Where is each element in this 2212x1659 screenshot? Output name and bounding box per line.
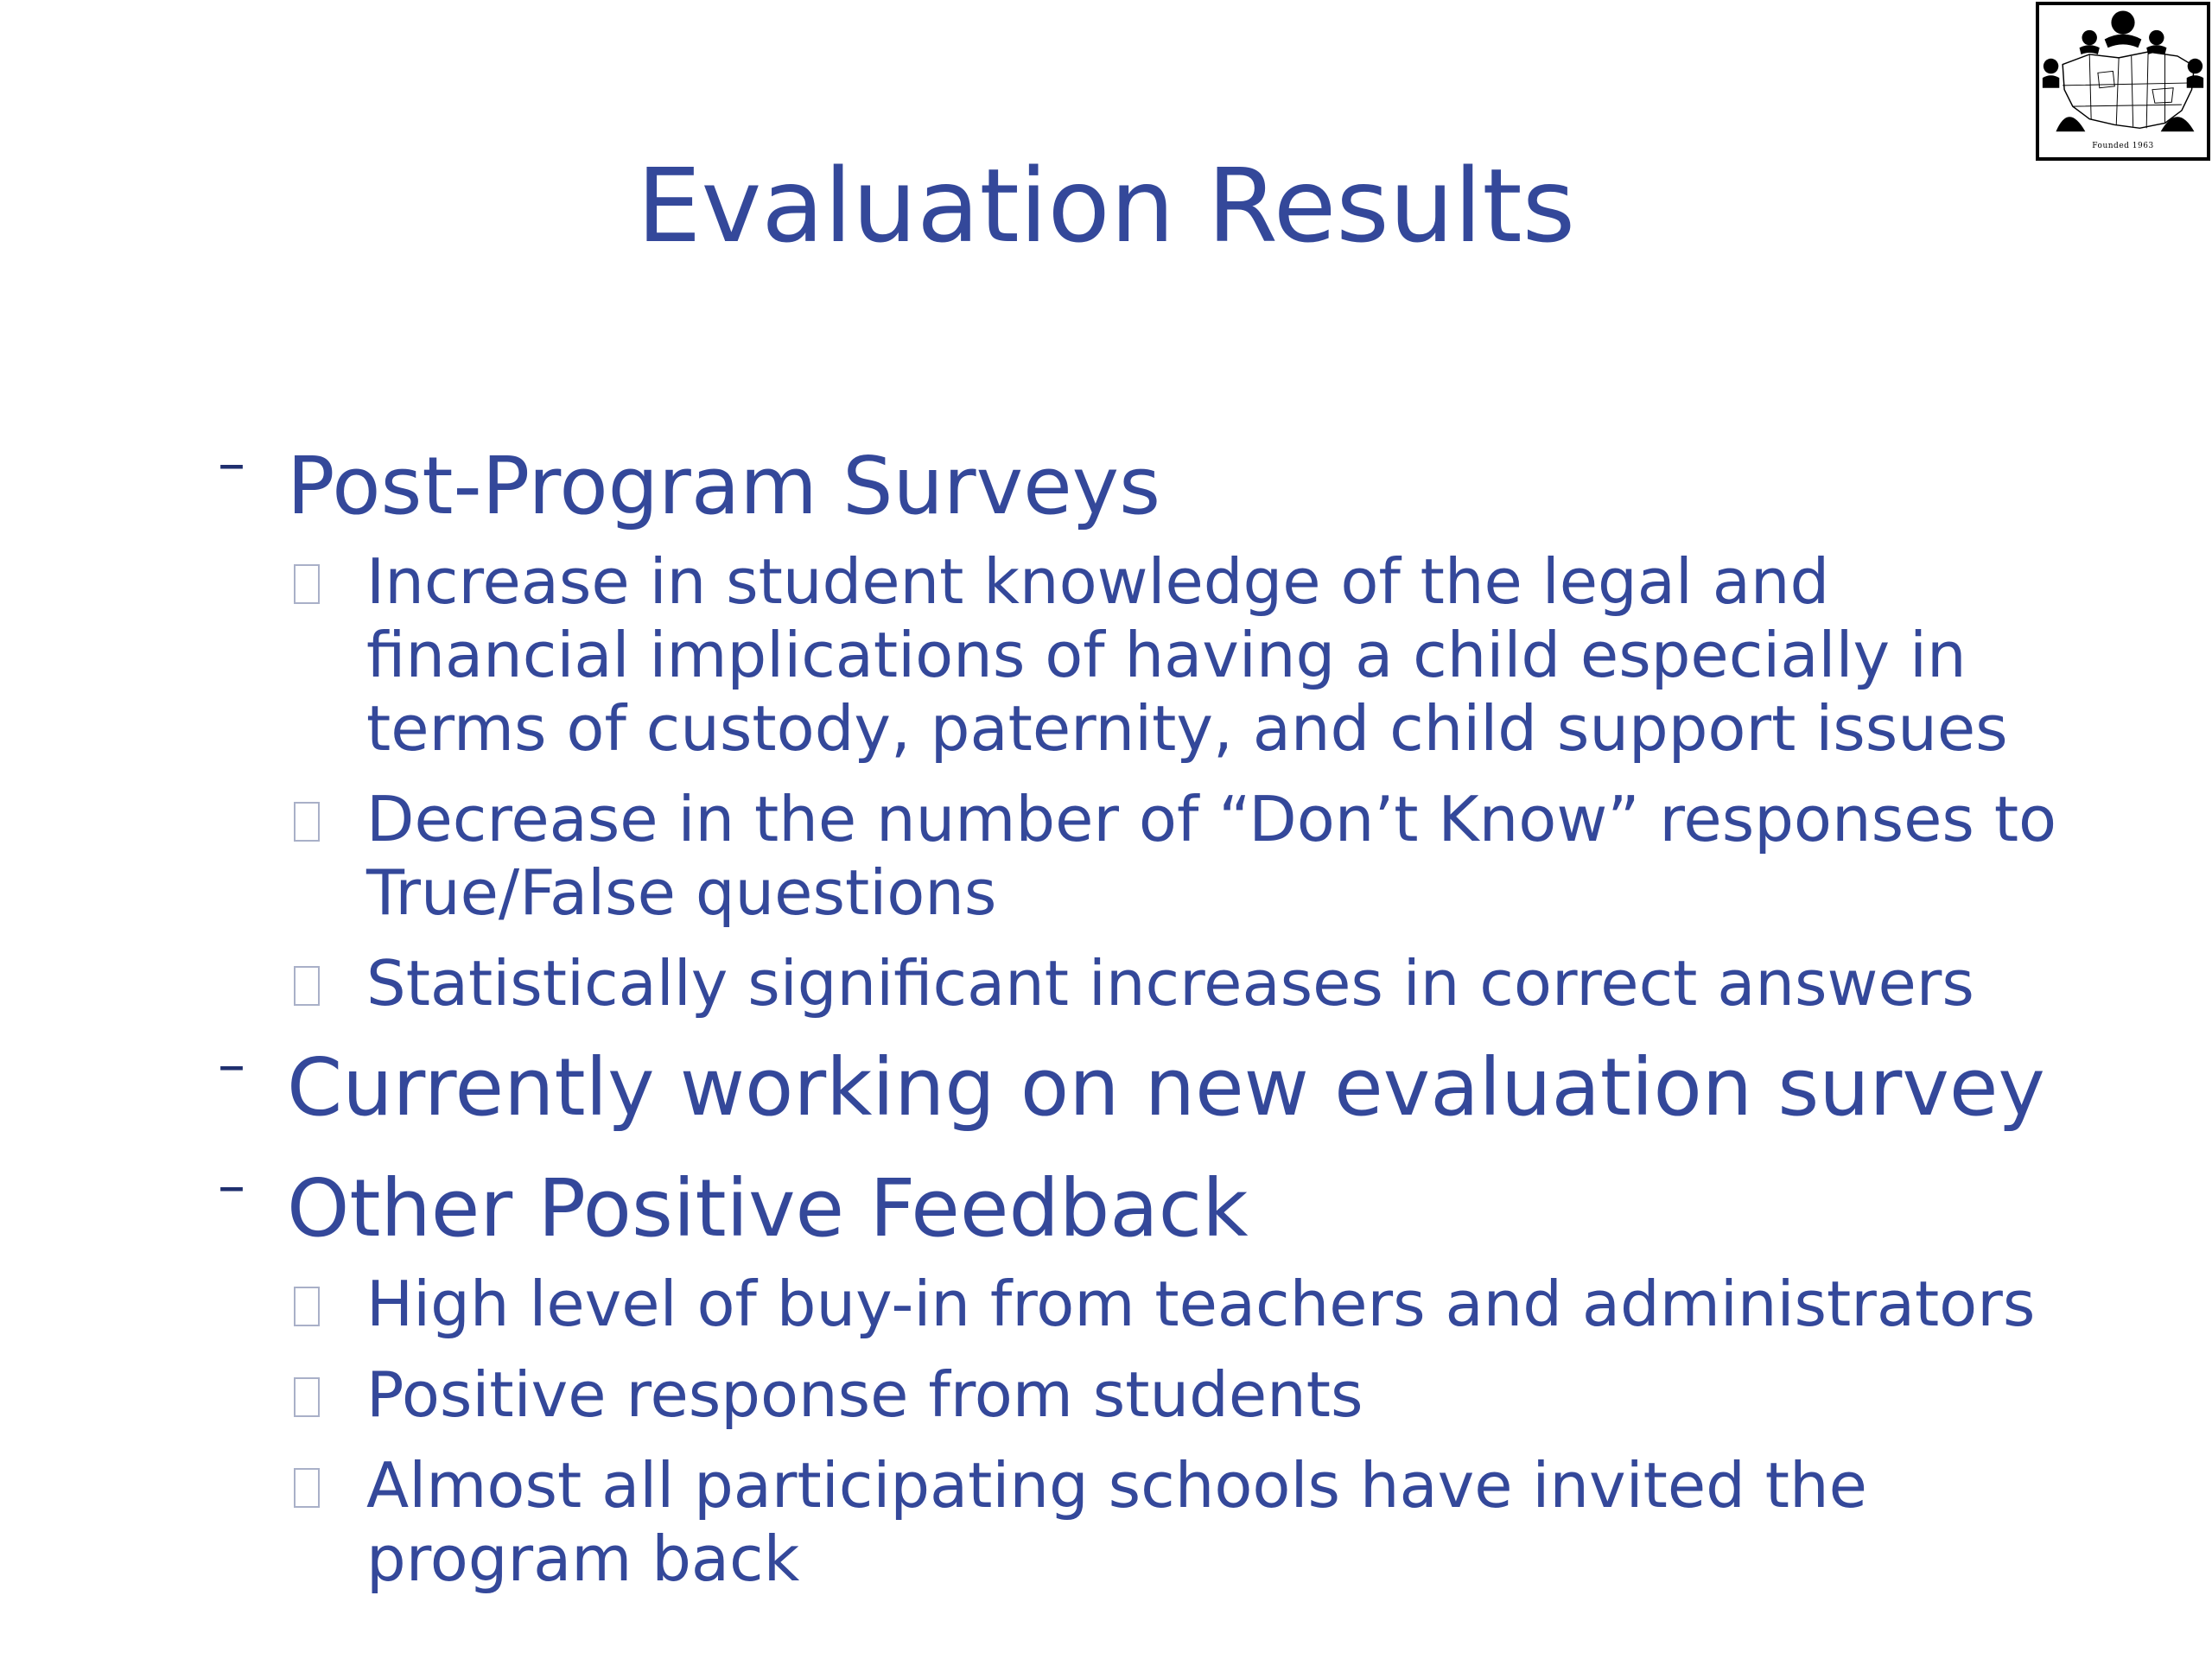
box-bullet-icon <box>294 1377 320 1417</box>
list-item <box>287 783 2074 930</box>
box-bullet-icon <box>294 802 320 842</box>
list-item <box>287 1358 2074 1432</box>
organization-logo <box>2036 2 2210 161</box>
list-item-text: Positive response from students <box>366 1358 1363 1431</box>
section-heading: Other Positive Feedback <box>287 1162 1249 1255</box>
section-other-positive-feedback <box>207 1154 2074 1596</box>
section-new-evaluation-survey <box>207 1033 2074 1138</box>
dash-bullet-icon: – <box>218 1154 245 1218</box>
slide-title: Evaluation Results <box>636 146 1576 265</box>
box-bullet-icon <box>294 966 320 1006</box>
box-bullet-icon <box>294 1287 320 1326</box>
section-post-program-surveys <box>207 432 2074 1020</box>
section-heading: Post-Program Surveys <box>287 440 1161 532</box>
section-items <box>287 1268 2074 1596</box>
list-item <box>287 947 2074 1020</box>
list-item <box>287 1449 2074 1596</box>
section-heading: Currently working on new evaluation survey <box>287 1041 2045 1134</box>
section-items <box>287 545 2074 1020</box>
list-item-text: Decrease in the number of “Don’t Know” responses to True/False questions <box>366 783 2057 929</box>
dash-bullet-icon: – <box>218 432 245 496</box>
list-item <box>287 1268 2074 1341</box>
box-bullet-icon <box>294 564 320 604</box>
organization-map-logo-icon <box>2039 5 2207 157</box>
dash-bullet-icon: – <box>218 1033 245 1097</box>
list-item <box>287 545 2074 766</box>
list-item-text: Increase in student knowledge of the legal and financial implications of having a child especially in terms of custody, paternity, and child support issues <box>366 545 2008 765</box>
list-item-text: Statistically significant increases in correct answers <box>366 947 1974 1020</box>
slide-body <box>207 432 2074 1613</box>
box-bullet-icon <box>294 1468 320 1508</box>
list-item-text: High level of buy-in from teachers and administrators <box>366 1268 2036 1340</box>
logo-caption: Founded 1963 <box>2092 142 2154 150</box>
list-item-text: Almost all participating schools have invited the program back <box>366 1449 1867 1595</box>
